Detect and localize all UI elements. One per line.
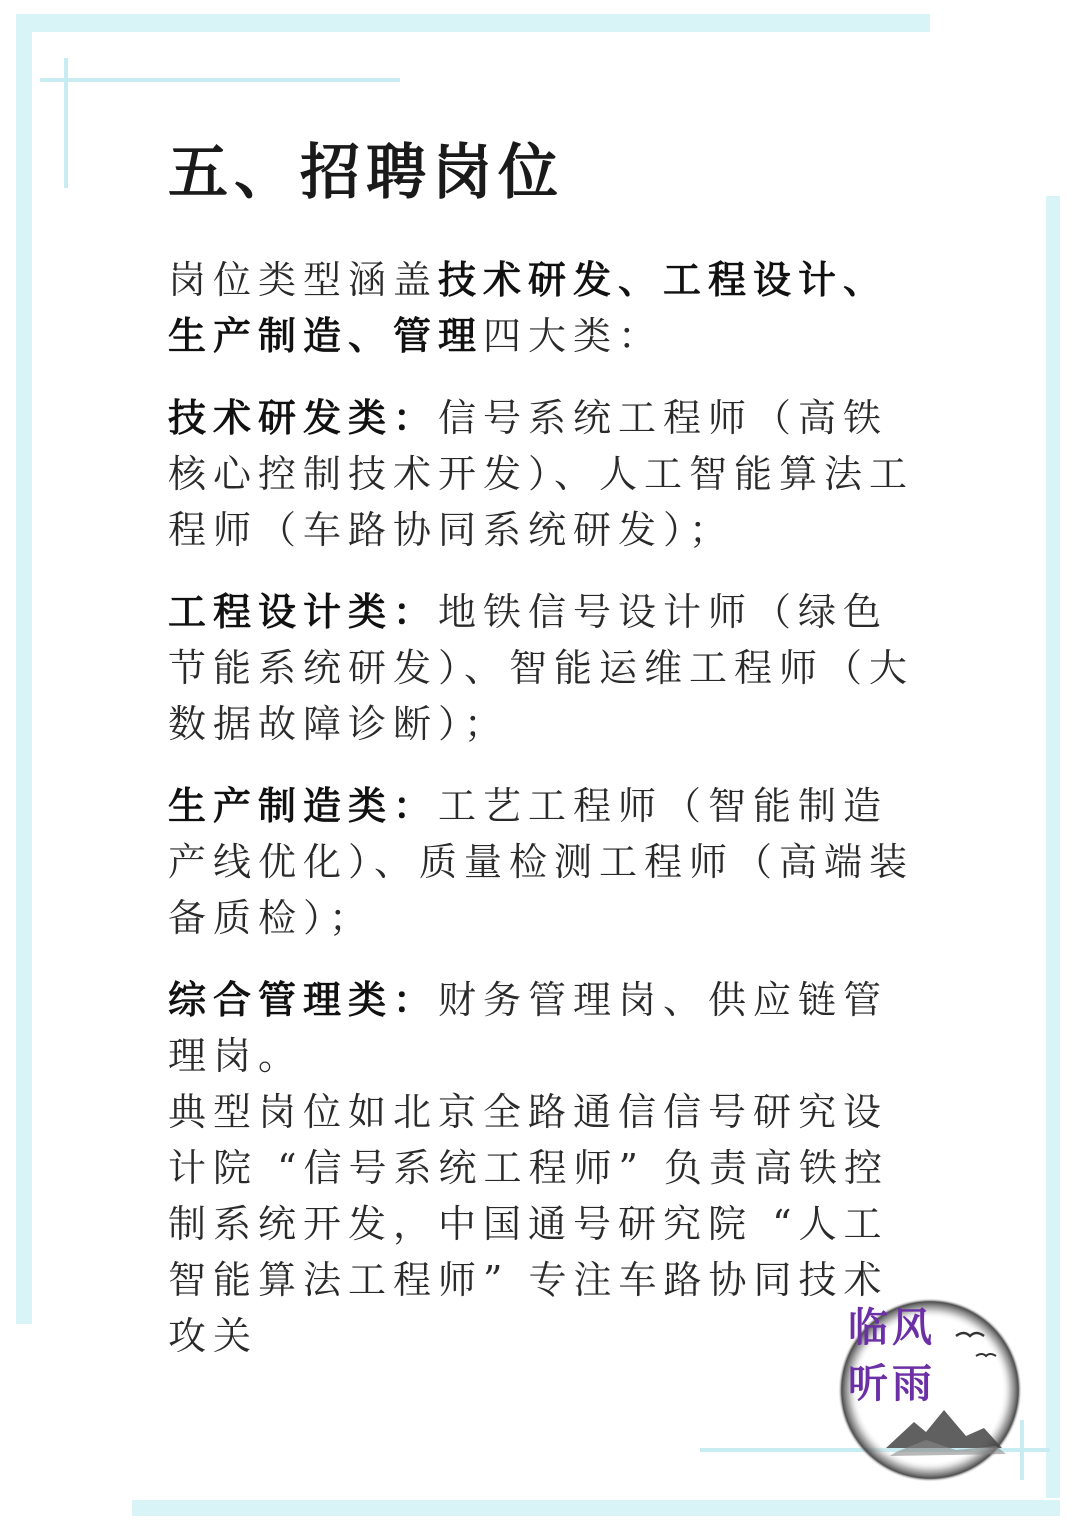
category-label: 技术研发类： (168, 395, 439, 440)
intro-suffix: 四大类： (483, 314, 664, 358)
category-text: 地铁信号设计师（绿色节能系统研发）、智能运维工程师（大数据故障诊断）； (168, 590, 915, 746)
frame-top-bar (16, 14, 930, 32)
category-text: 信号系统工程师（高铁核心控制技术开发）、人工智能算法工程师（车路协同系统研发）； (168, 396, 915, 552)
intro-paragraph (168, 252, 928, 364)
frame-accent-line (40, 78, 400, 82)
frame-right-bar (1046, 196, 1060, 1498)
seal-text-line2: 听雨 (848, 1360, 936, 1407)
category-paragraph (168, 778, 928, 946)
article-content (168, 128, 928, 1390)
category-label: 生产制造类： (168, 783, 439, 828)
intro-bold: 技术研发、工程设计、生产制造、管理 (168, 257, 889, 358)
category-paragraph (168, 972, 928, 1084)
frame-bottom-bar (132, 1500, 1060, 1516)
category-paragraph (168, 390, 928, 558)
category-label: 综合管理类： (168, 977, 439, 1022)
category-text: 工艺工程师（智能制造产线优化）、质量检测工程师（高端装备质检）； (168, 784, 915, 940)
category-text: 财务管理岗、供应链管理岗。 (168, 978, 889, 1078)
example-paragraph: 典型岗位如北京全路通信信号研究设计院 “信号系统工程师” 负责高铁控制系统开发，中国通号研究院 “人工智能算法工程师” 专注车路协同技术攻关 (168, 1090, 890, 1358)
category-paragraph (168, 584, 928, 752)
frame-left-bar (16, 14, 32, 1324)
category-label: 工程设计类： (168, 589, 439, 634)
page-title: 五、招聘岗位 (168, 138, 564, 208)
seal-text-line1: 临风 (848, 1304, 936, 1351)
frame-accent-line (64, 58, 68, 188)
intro-prefix: 岗位类型涵盖 (168, 258, 439, 302)
seal-logo (826, 1290, 1026, 1490)
